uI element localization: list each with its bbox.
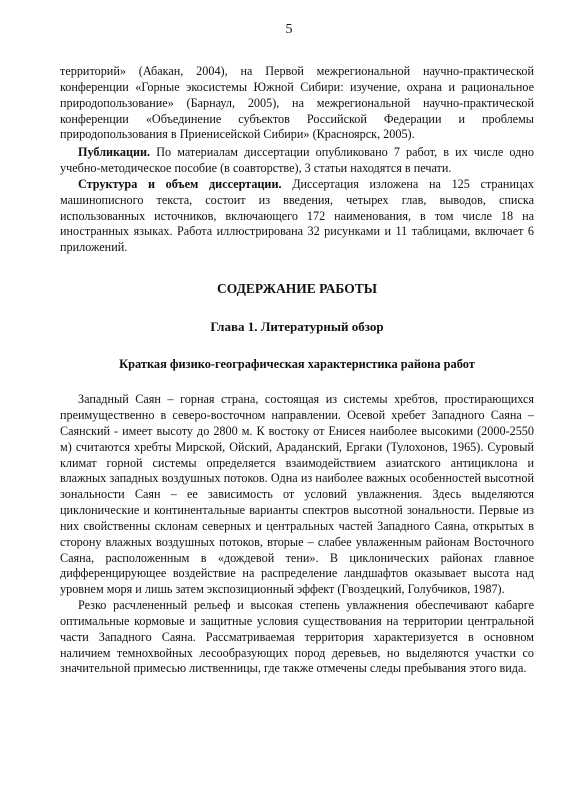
structure-label: Структура и объем диссертации. <box>78 176 282 191</box>
publications-label: Публикации. <box>78 145 151 160</box>
page-number: 5 <box>285 22 293 37</box>
publications-paragraph <box>60 145 534 177</box>
page-content <box>60 64 534 677</box>
chapter-title: Глава 1. Литературный обзор <box>210 319 384 335</box>
section-body <box>60 392 534 677</box>
section-title: СОДЕРЖАНИЕ РАБОТЫ <box>217 281 377 297</box>
structure-paragraph <box>60 177 534 256</box>
body-paragraph: Резко расчлененный рельеф и высокая степень увлажнения обеспечивают кабарге оптимальные кормовые и защитные условия существования на территории центральной части Западного Саяна. Рассматриваемая территория характеризуется в основном наличием темнохвойных лесообразующих пород деревьев, но выделяются участки со значительной примесью лиственницы, где также отмечены следы пребывания этого вида. <box>60 598 534 676</box>
intro-paragraph: территорий» (Абакан, 2004), на Первой межрегиональной научно-практической конференции «Горные экосистемы Южной Сибири: изучение, охрана и рациональное природопользование» (Барнаул, 2005), на межрегиональной научно-практической конференции «Объединение субъектов Российской Федерации и проблемы природопользования в Приенисейской Сибири» (Красноярск, 2005). <box>60 64 534 142</box>
publications-text: По материалам диссертации опубликовано 7 работ, в их числе одно учебно-методическое пособие (в соавторстве), 3 статьи находятся в печати. <box>60 145 534 176</box>
body-paragraph: Западный Саян – горная страна, состоящая из системы хребтов, простирающихся преимущественно в северо-восточном направлении. Осевой хребет Западного Саяна – Саянский - имеет высоту до 2800 м. К востоку от Енисея наиболее высокими (2000-2550 м) считаются хребты Мирской, Ойский, Араданский, Ергаки (Тулохонов, 1965). Суровый климат горной системы определяется взаимодействием азиатского антициклона и влажных западных воздушных потоков. Одна из наиболее важных особенностей высотной зональности Саян – ее зависимость от условий увлажнения. Здесь выделяются циклонические и континентальные варианты спектров высотной зональности. Первые из них свойственны склонам северных и центральных частей Западного Саяна, открытых в сторону влажных воздушных потоков, вторые – слабее увлаженным районам Восточного Саяна, расположенным в «дождевой тени». В циклонических районах главное дифференцирующее воздействие на распределение ландшафтов оказывает высота над уровнем моря и лишь затем экспозиционный эффект (Гвоздецкий, Голубчиков, 1987). <box>60 392 534 597</box>
subsection-title: Краткая физико-географическая характеристика района работ <box>119 357 475 372</box>
structure-text: Диссертация изложена на 125 страницах машинописного текста, состоит из введения, четырех глав, выводов, списка использованных источников, включающего 172 наименования, в том числе 18 на иностранных языках. Работа иллюстрирована 32 рисунками и 11 таблицами, включает 6 приложений. <box>60 176 534 255</box>
